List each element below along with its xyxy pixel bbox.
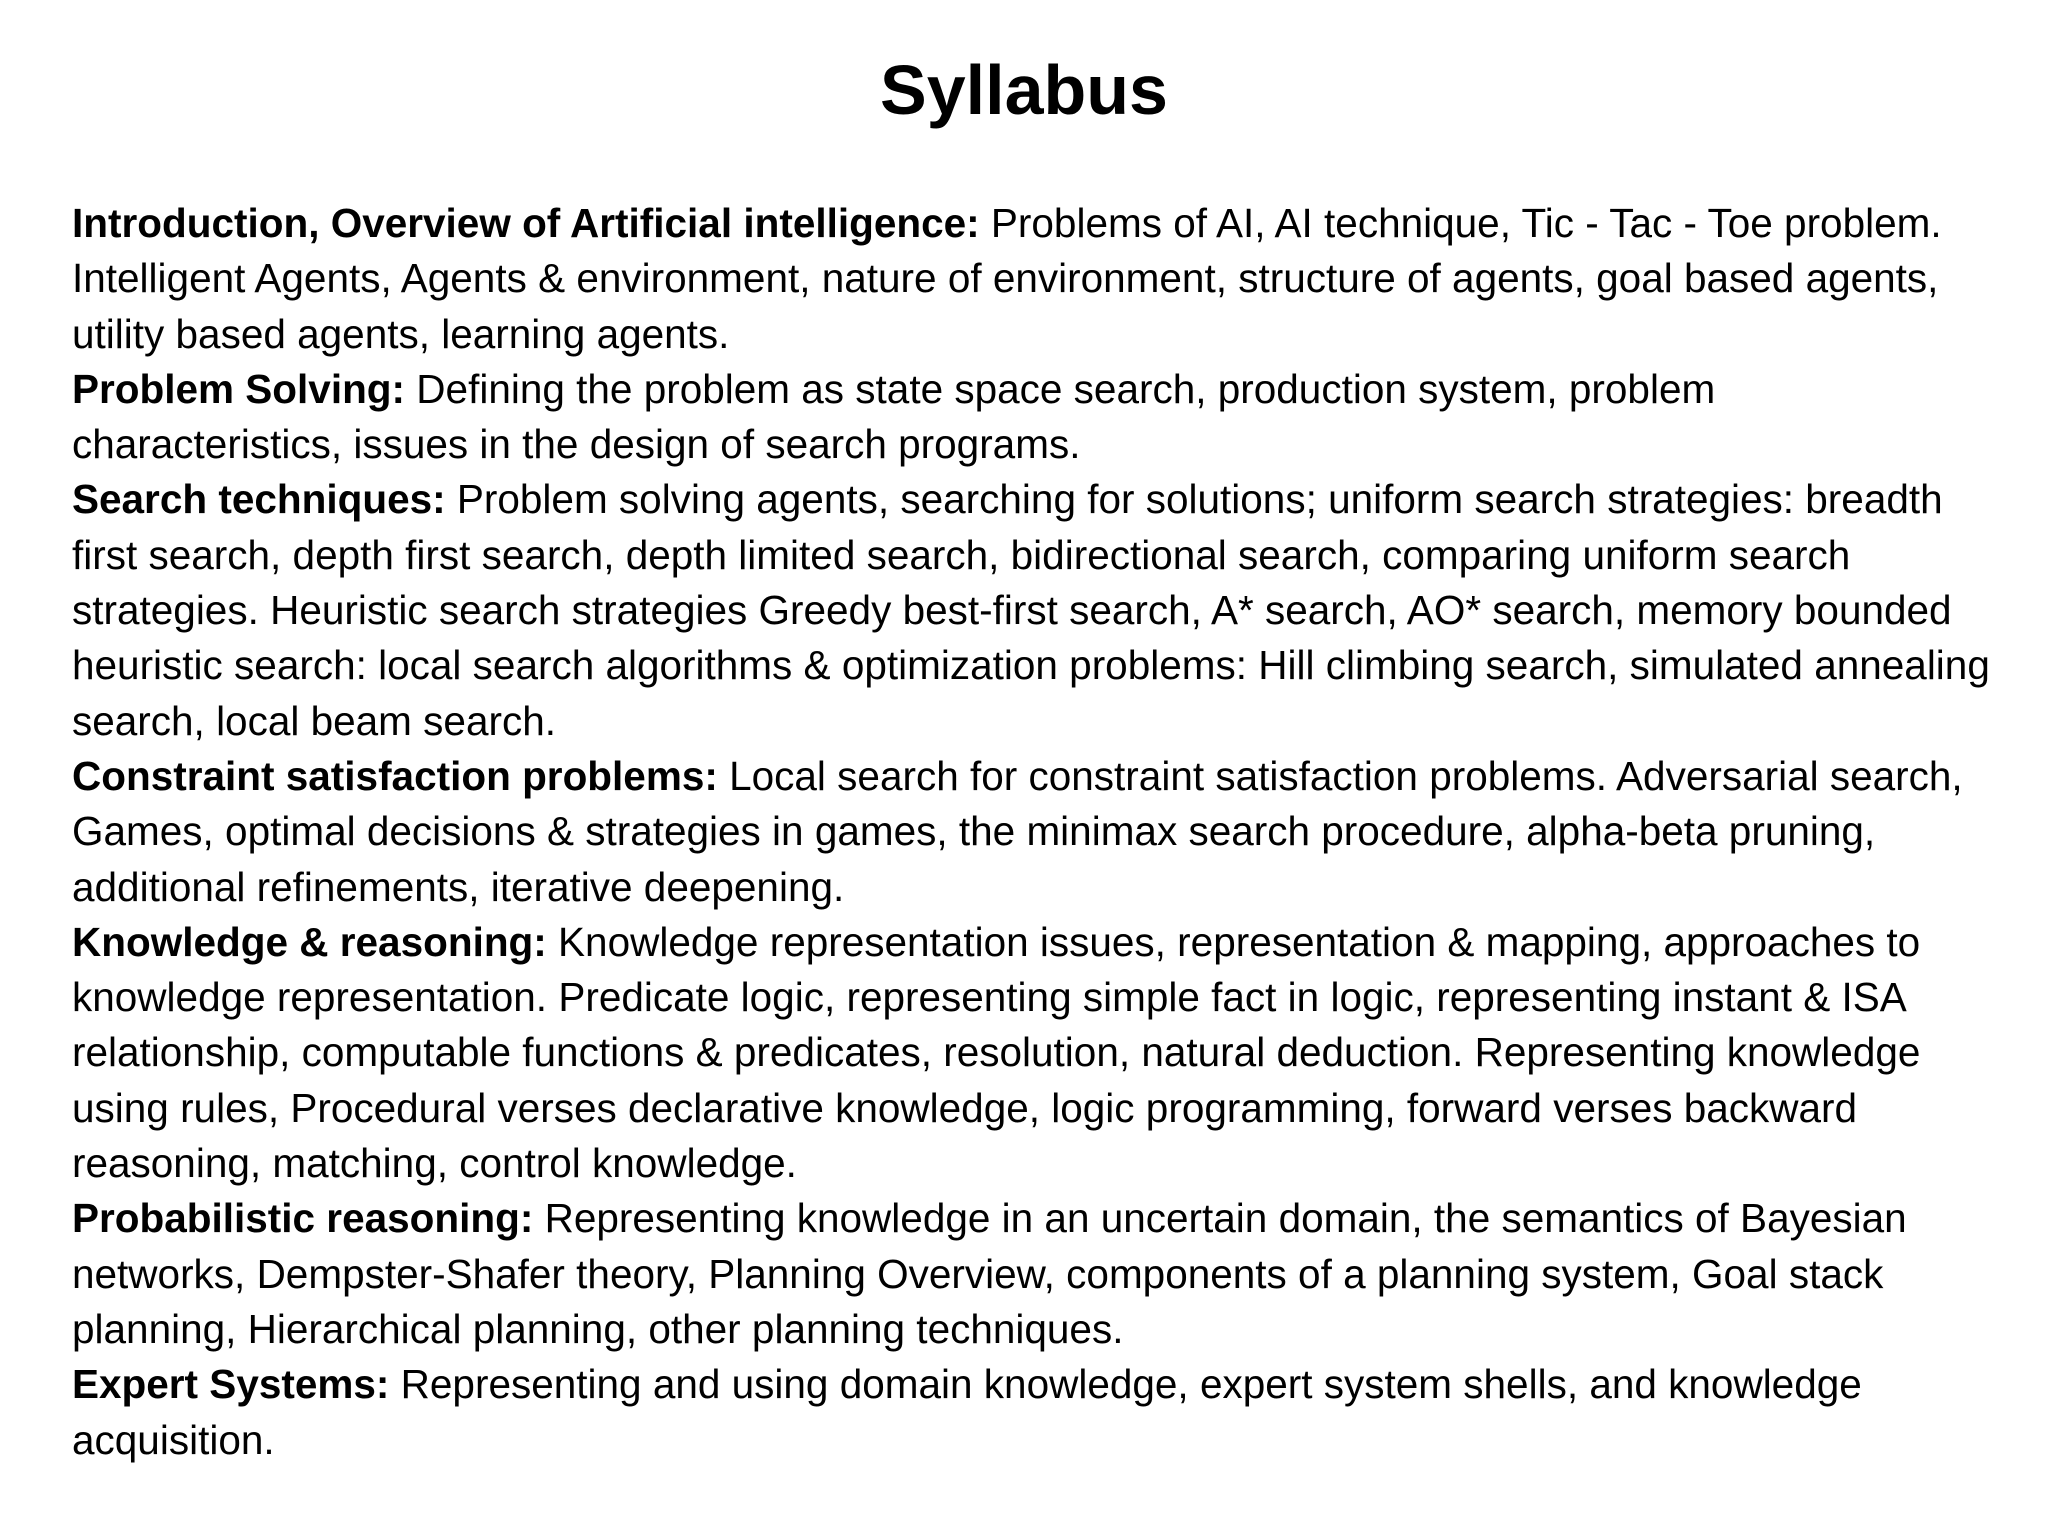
section-constraint-satisfaction xyxy=(72,749,1992,915)
section-search-techniques xyxy=(72,472,1992,748)
section-expert-systems xyxy=(72,1357,1992,1468)
section-label: Knowledge & reasoning: xyxy=(72,918,547,965)
section-label: Introduction, Overview of Artificial intelligence: xyxy=(72,200,980,246)
section-label: Problem Solving: xyxy=(72,365,406,412)
section-label: Expert Systems: xyxy=(72,1361,390,1408)
section-text: Knowledge representation issues, representation & mapping, approaches to knowledge representation. Predicate logic, representing simple fact in logic, representing instant & ISA relationship, computable functions & predicates, resolution, natural deduction. Representing knowledge using rules, Procedural verses declarative knowledge, logic programming, forward verses backward reasoning, matching, control knowledge. xyxy=(72,918,1921,1187)
section-text: Problem solving agents, searching for solutions; uniform search strategies: breadth first search, depth first search, depth limited search, bidirectional search, comparing uniform search strategies. Heuristic search strategies Greedy best-first search, A* search, AO* search, memory bounded heuristic search: local search algorithms & optimization problems: Hill climbing search, simulated annealing search, local beam search. xyxy=(72,476,1990,744)
section-problem-solving xyxy=(72,362,1992,473)
section-label: Constraint satisfaction problems: xyxy=(72,752,718,799)
section-text: Representing knowledge in an uncertain domain, the semantics of Bayesian networks, Dempster-Shafer theory, Planning Overview, components of a planning system, Goal stack planning, Hierarchical planning, other planning techniques. xyxy=(72,1195,1907,1352)
section-label: Search techniques: xyxy=(72,476,446,523)
section-text: Problems of AI, AI technique, Tic - Tac - Toe problem. Intelligent Agents, Agents & environment, nature of environment, structure of agents, goal based agents, utility based agents, learning agents. xyxy=(72,200,1942,357)
syllabus-content xyxy=(72,196,1992,1468)
section-knowledge-reasoning xyxy=(72,915,1992,1191)
section-introduction xyxy=(72,196,1992,362)
section-text: Local search for constraint satisfaction problems. Adversarial search, Games, optimal decisions & strategies in games, the minimax search procedure, alpha-beta pruning, additional refinements, iterative deepening. xyxy=(72,752,1963,910)
section-text: Defining the problem as state space search, production system, problem characteristics, issues in the design of search programs. xyxy=(72,365,1716,468)
slide-title: Syllabus xyxy=(880,51,1168,129)
section-label: Probabilistic reasoning: xyxy=(72,1195,534,1242)
section-text: Representing and using domain knowledge, expert system shells, and knowledge acquisition. xyxy=(72,1361,1862,1463)
section-probabilistic-reasoning xyxy=(72,1191,1992,1357)
